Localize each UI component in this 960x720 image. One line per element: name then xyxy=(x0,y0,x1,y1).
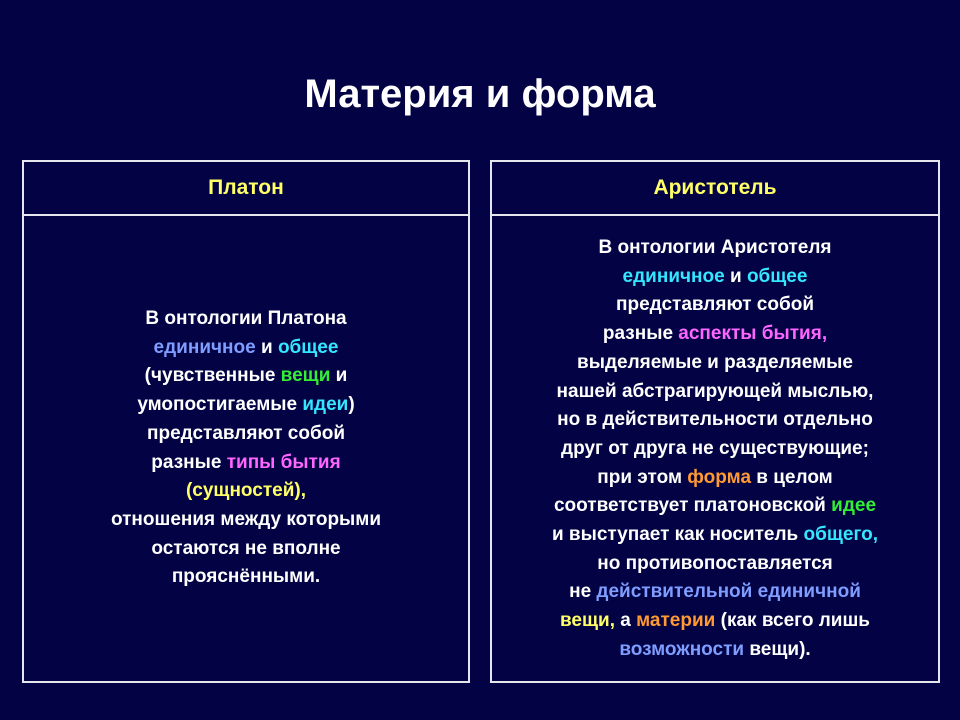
text-segment: выделяемые и разделяемые xyxy=(577,351,853,373)
text-segment: единичное xyxy=(622,265,725,287)
text-segment: (чувственные xyxy=(144,365,281,387)
aristotle-header: Аристотель xyxy=(492,162,938,216)
text-line xyxy=(561,435,869,464)
text-segment: В онтологии Платона xyxy=(145,307,347,329)
text-segment: прояснёнными. xyxy=(171,566,321,588)
text-segment: остаются не вполне xyxy=(151,537,341,559)
text-segment: вещи xyxy=(280,365,331,387)
text-segment: а xyxy=(615,610,637,632)
text-line xyxy=(616,291,814,320)
text-segment: общее xyxy=(277,336,339,358)
text-line xyxy=(137,391,354,420)
text-segment: соответствует платоновской xyxy=(553,495,832,517)
text-segment: общее xyxy=(746,265,808,287)
text-line xyxy=(151,449,340,478)
text-segment: и выступает как носитель xyxy=(551,524,804,546)
text-segment: но противопоставляется xyxy=(597,552,833,574)
text-line xyxy=(172,563,320,592)
text-segment: вещи, xyxy=(560,610,615,632)
text-segment: но в действительности отдельно xyxy=(557,409,873,431)
text-segment: вещи). xyxy=(744,638,811,660)
text-segment: и xyxy=(330,365,348,387)
text-segment: (как всего лишь xyxy=(715,610,870,632)
text-segment: нашей абстрагирующей мыслью, xyxy=(556,380,874,402)
text-line xyxy=(147,420,345,449)
text-segment: при этом xyxy=(597,466,688,488)
text-line xyxy=(619,636,810,665)
slide-title: Материя и форма xyxy=(304,72,656,116)
text-line xyxy=(597,464,832,493)
text-segment: В онтологии Аристотеля xyxy=(598,237,832,258)
text-line xyxy=(597,550,832,579)
text-line xyxy=(569,578,861,607)
text-segment: аспекты бытия, xyxy=(678,323,828,345)
text-segment: друг от друга не существующие; xyxy=(561,437,869,459)
text-segment: типы бытия xyxy=(226,451,341,473)
text-line xyxy=(554,492,876,521)
text-line xyxy=(577,349,853,378)
plato-panel xyxy=(22,160,470,683)
text-segment: в целом xyxy=(751,466,833,488)
text-line xyxy=(145,362,348,391)
text-segment: общего, xyxy=(803,524,879,546)
text-segment: и xyxy=(724,265,747,287)
text-segment: единичное xyxy=(153,336,256,358)
text-line xyxy=(151,535,340,564)
text-segment: ) xyxy=(348,394,355,416)
text-line xyxy=(598,234,831,263)
plato-text xyxy=(24,216,468,681)
text-line xyxy=(154,334,339,363)
text-segment: форма xyxy=(687,466,752,488)
text-segment: действительной единичной xyxy=(596,581,861,603)
text-line xyxy=(560,607,870,636)
plato-header: Платон xyxy=(24,162,468,216)
text-segment: идеи xyxy=(302,394,349,416)
aristotle-text xyxy=(492,216,938,681)
text-segment: разные xyxy=(602,323,679,345)
text-segment: (сущностей), xyxy=(185,480,307,502)
text-segment: идее xyxy=(831,495,877,517)
aristotle-panel xyxy=(490,160,940,683)
text-line xyxy=(145,305,346,334)
text-line xyxy=(623,263,808,292)
text-segment: не xyxy=(569,581,597,603)
text-segment: представляют собой xyxy=(615,294,814,316)
text-line xyxy=(111,506,381,535)
text-segment: разные xyxy=(151,451,227,473)
text-line xyxy=(557,406,873,435)
text-line xyxy=(186,477,306,506)
text-segment: представляют собой xyxy=(146,422,345,444)
text-segment: материи xyxy=(636,610,716,632)
text-segment: отношения между которыми xyxy=(110,508,382,530)
text-line xyxy=(603,320,827,349)
text-segment: и xyxy=(255,336,278,358)
text-segment: возможности xyxy=(619,638,745,660)
text-line xyxy=(552,521,878,550)
text-line xyxy=(557,378,874,407)
text-segment: умопостигаемые xyxy=(137,394,303,416)
